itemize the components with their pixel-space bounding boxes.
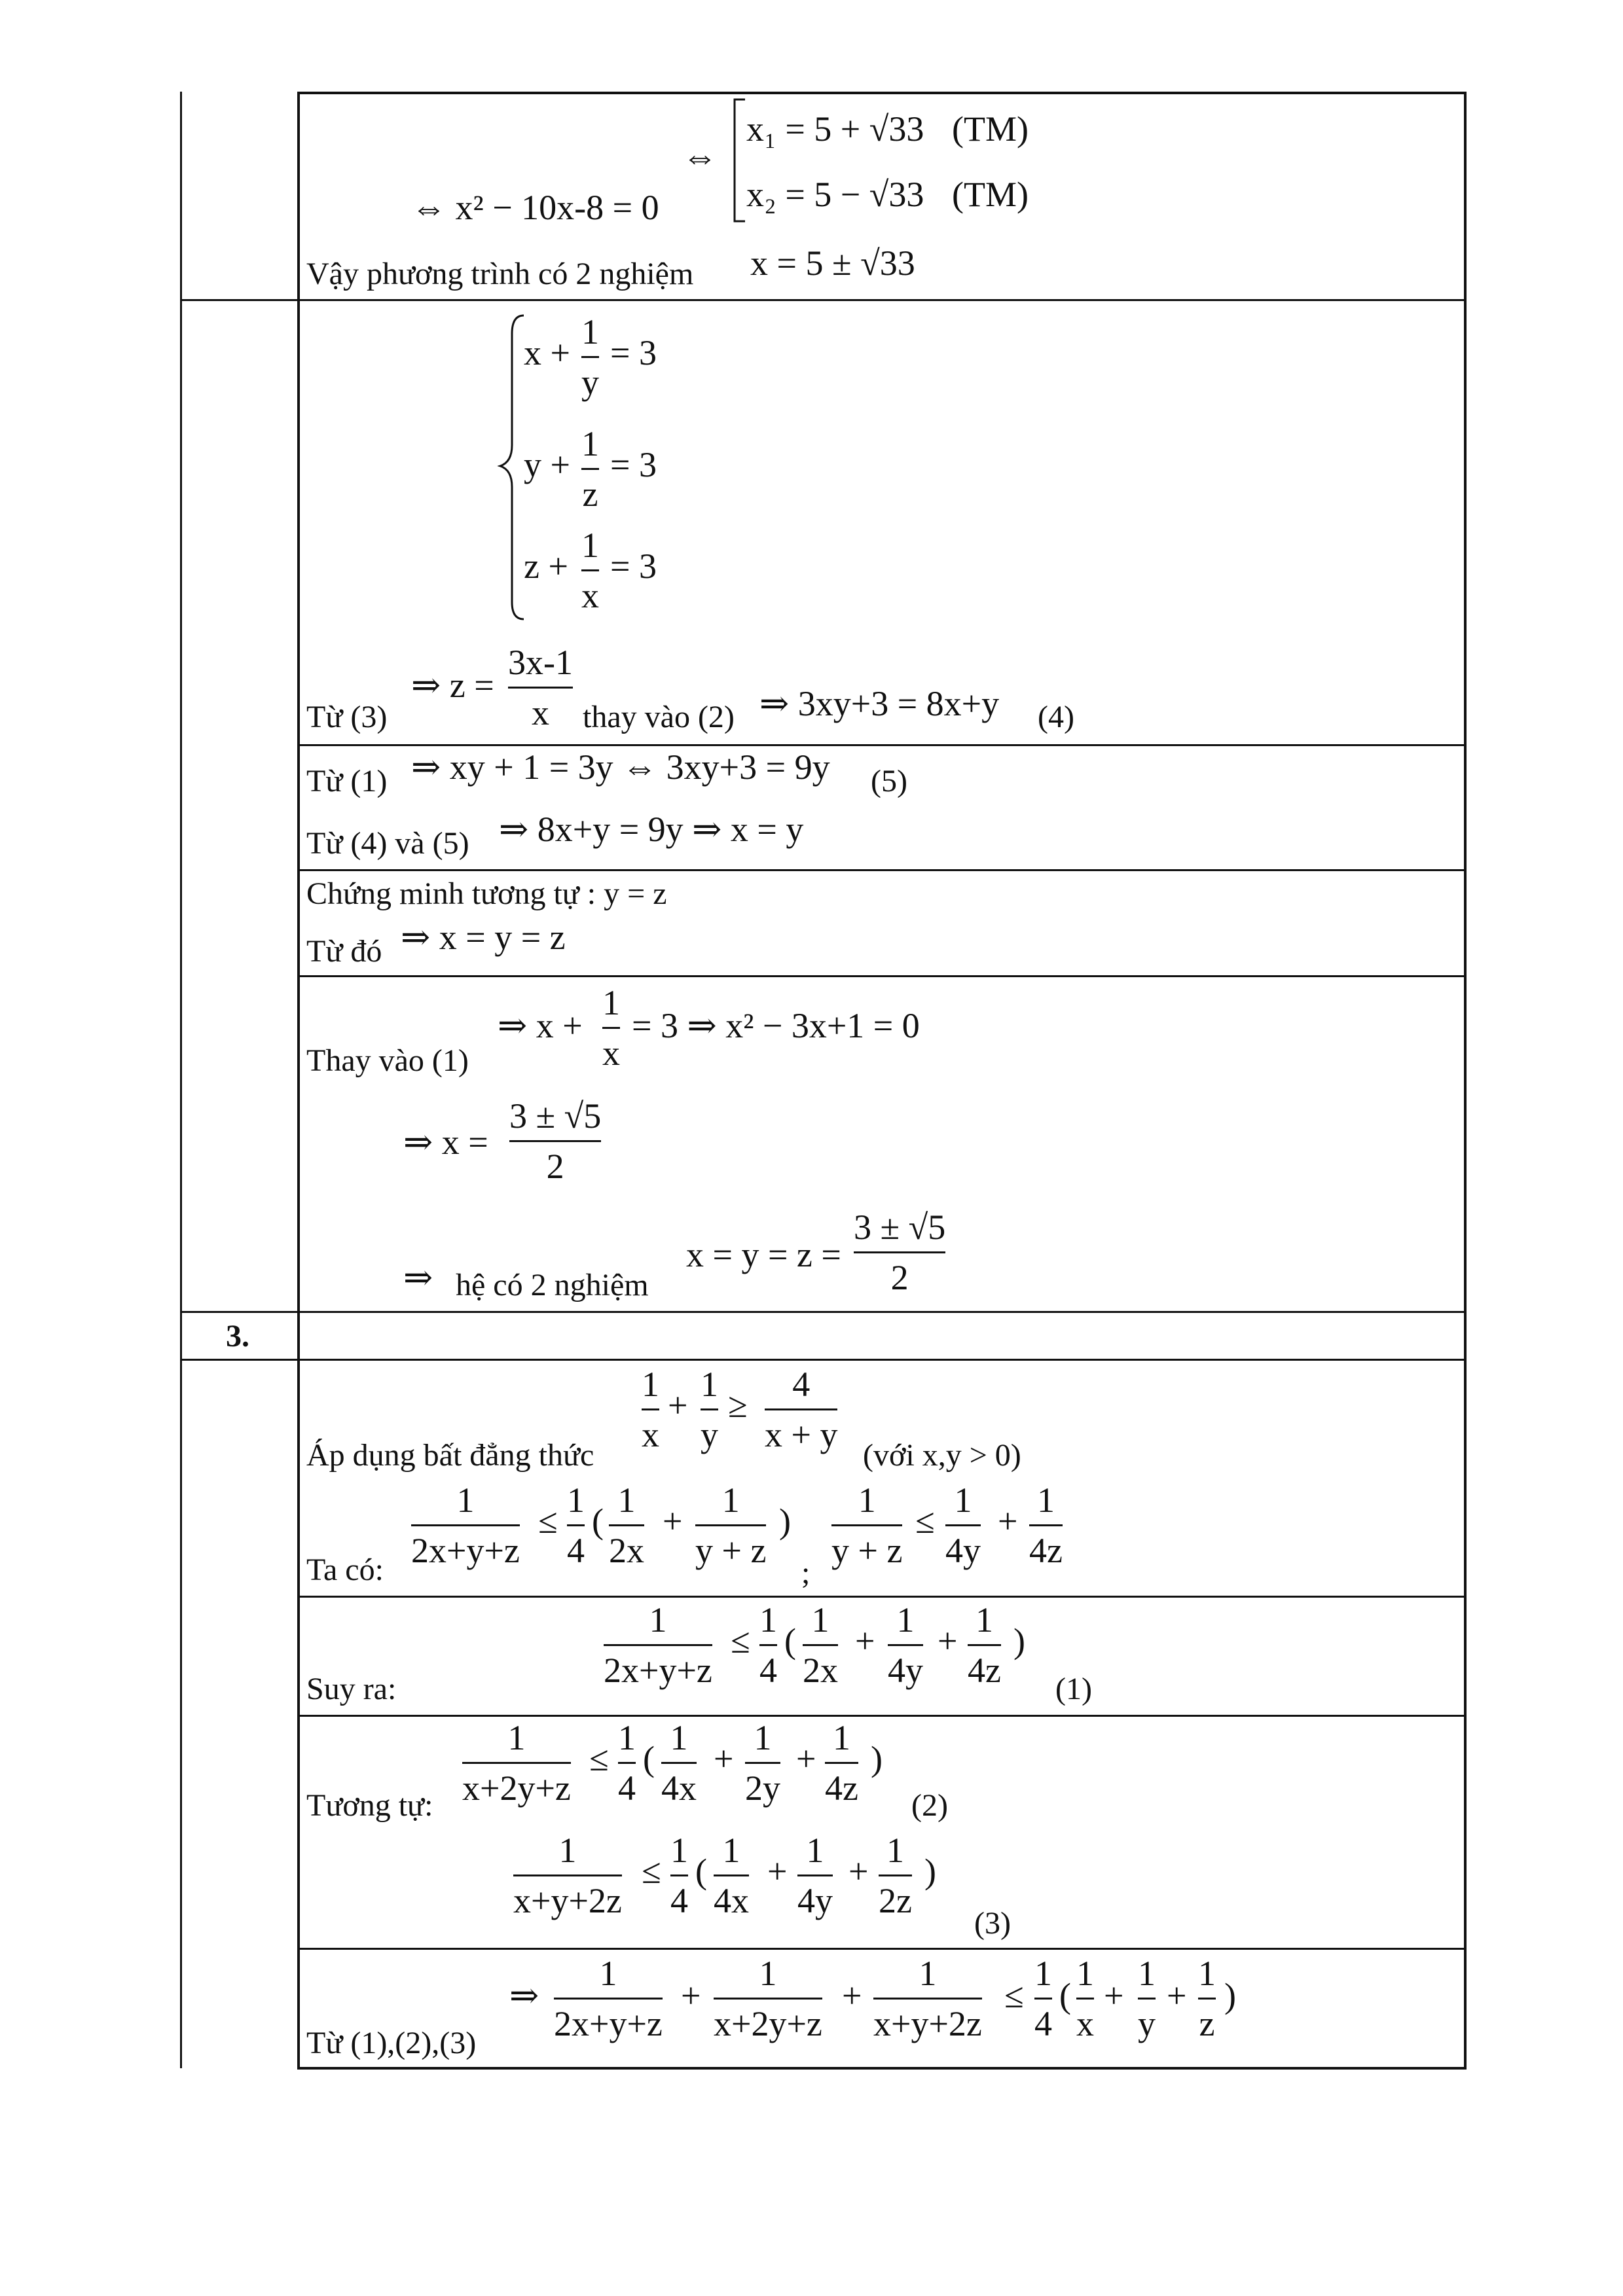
quadratic-equation: ⇔ x² − 10x-8 = 0 [411, 188, 659, 227]
ineq-frac-1y: 1 y [701, 1365, 718, 1454]
taco2-plus: + [998, 1501, 1018, 1541]
r8b-frac-4y: 1 4y [797, 1831, 833, 1920]
conclusion-math: x = 5 ± √33 [750, 243, 915, 283]
from-eq4-5-math: ⇒ 8x+y = 9y ⇒ x = y [499, 810, 804, 849]
system-eq-2-rhs: = 3 [610, 445, 657, 484]
substitute-eq1-lhs: ⇒ x + [498, 1006, 583, 1045]
substitution-result: ⇒ 3xy+3 = 8x+y [759, 684, 1000, 723]
eq-tag-3: (3) [974, 1906, 1011, 1941]
taco2-frac-4z: 1 4z [1029, 1480, 1063, 1570]
r9-frac-z: 1 z [1198, 1954, 1216, 2043]
r8a-paren-close: ) [871, 1739, 883, 1778]
r7-plus-1: + [855, 1621, 875, 1660]
taco-frac-2x: 1 2x [609, 1480, 644, 1570]
system-eq-2-fraction: 1 z [581, 424, 599, 514]
r9-frac-c: 1 x+y+2z [873, 1954, 982, 2043]
r7-frac-4y: 1 4y [888, 1600, 923, 1690]
equivalence-symbol: ⇔ [682, 137, 718, 176]
apply-inequality-text: Áp dụng bất đẳng thức [306, 1438, 594, 1473]
taco-frac-lhs: 1 2x+y+z [411, 1480, 520, 1570]
taco-paren-open: ( [592, 1501, 604, 1541]
x-solution-lhs: ⇒ x = [403, 1122, 488, 1162]
r8b-plus-2: + [848, 1852, 869, 1891]
from-1-2-3-label: Từ (1),(2),(3) [306, 2026, 477, 2060]
ineq-frac-1x: 1 x [642, 1365, 659, 1454]
system-eq-3-lhs: z + [524, 547, 568, 586]
r8b-frac-4x: 1 4x [714, 1831, 749, 1920]
r8a-frac-4z: 1 4z [825, 1718, 858, 1808]
r9-plus-1: + [681, 1976, 701, 2015]
r7-paren-close: ) [1013, 1621, 1025, 1660]
r8b-frac-quarter: 1 4 [670, 1831, 688, 1920]
r9-leq: ≤ [1004, 1976, 1024, 2015]
r9-frac-b: 1 x+2y+z [714, 1954, 822, 2043]
substitute-label: thay vào (2) [583, 700, 735, 734]
system-eq-3-rhs: = 3 [610, 547, 657, 586]
r8b-frac-2z: 1 2z [879, 1831, 912, 1920]
taco-paren-close: ) [779, 1501, 791, 1541]
taco2-frac-4y: 1 4y [945, 1480, 981, 1570]
substitute-eq1-label: Thay vào (1) [306, 1043, 469, 1078]
r9-frac-y: 1 y [1138, 1954, 1156, 2043]
r9-paren-close: ) [1224, 1976, 1236, 2015]
eq-tag-2: (2) [911, 1788, 948, 1823]
we-have-label: Ta có: [306, 1552, 384, 1587]
taco-frac-yz: 1 y + z [695, 1480, 767, 1570]
eq-tag-5: (5) [871, 764, 907, 798]
ineq-frac-4xy: 4 x + y [765, 1365, 838, 1454]
r7-frac-quarter: 1 4 [759, 1600, 777, 1690]
system-eq-2-lhs: y + [524, 445, 570, 484]
semicolon: ; [801, 1556, 811, 1590]
r8b-plus-1: + [767, 1852, 788, 1891]
z-fraction: 3x-1 x [508, 643, 573, 732]
taco-plus: + [663, 1501, 683, 1541]
similarly-label: Tương tự: [306, 1788, 433, 1823]
system-eq-1-rhs: = 3 [610, 333, 657, 372]
r9-implies: ⇒ [509, 1976, 539, 2015]
similar-proof-line: Chứng minh tương tự : y = z [306, 876, 667, 911]
hence-label: Từ đó [306, 934, 382, 969]
r9-frac-x: 1 x [1076, 1954, 1094, 2043]
taco2-frac-lhs: 1 y + z [831, 1480, 903, 1570]
r7-plus-2: + [938, 1621, 958, 1660]
r8a-frac-quarter: 1 4 [618, 1718, 636, 1808]
therefore-label: Suy ra: [306, 1672, 397, 1706]
roots-bracket [735, 99, 745, 221]
root-x1: x₁ = 5 + √33 [746, 109, 924, 149]
eq-tag-1: (1) [1055, 1672, 1092, 1706]
from-eq1-label: Từ (1) [306, 764, 388, 798]
taco-leq: ≤ [538, 1501, 558, 1541]
r8a-frac-lhs: 1 x+2y+z [462, 1718, 571, 1808]
r7-frac-4z: 1 4z [968, 1600, 1001, 1690]
root-x2: x₂ = 5 − √33 [746, 175, 924, 214]
r8a-plus-2: + [796, 1739, 816, 1778]
r9-plus-3: + [1104, 1976, 1124, 2015]
system-brace [500, 315, 524, 619]
from-eq4-5-label: Từ (4) và (5) [306, 826, 469, 861]
r9-frac-a: 1 2x+y+z [554, 1954, 663, 2043]
substitute-eq1-fraction: 1 x [602, 983, 620, 1073]
root-x2-tag: (TM) [952, 175, 1029, 214]
from-eq3-label: Từ (3) [306, 700, 388, 734]
r8b-paren-open: ( [695, 1852, 707, 1891]
ineq-plus: + [668, 1386, 688, 1425]
r9-plus-2: + [842, 1976, 862, 2015]
system-conclusion-text: hệ có 2 nghiệm [456, 1268, 649, 1302]
inequality-condition: (với x,y > 0) [863, 1438, 1021, 1473]
r8a-leq: ≤ [589, 1739, 609, 1778]
r8a-plus-1: + [714, 1739, 734, 1778]
r8b-frac-lhs: 1 x+y+2z [513, 1831, 622, 1920]
taco2-leq: ≤ [915, 1501, 935, 1541]
x-solution-fraction: 3 ± √5 2 [509, 1096, 602, 1186]
system-eq-1-fraction: 1 y [581, 312, 599, 402]
r9-plus-4: + [1167, 1976, 1187, 2015]
r9-paren-open: ( [1059, 1976, 1071, 2015]
r8b-paren-close: ) [924, 1852, 936, 1891]
r8a-frac-2y: 1 2y [745, 1718, 780, 1808]
hence-math: ⇒ x = y = z [401, 918, 566, 957]
section-number: 3. [226, 1319, 249, 1354]
root-x1-tag: (TM) [952, 109, 1029, 149]
r7-frac-2x: 1 2x [803, 1600, 838, 1690]
r7-leq: ≤ [731, 1621, 750, 1660]
system-conclusion-arrow: ⇒ [403, 1258, 433, 1297]
conclusion-text: Vậy phương trình có 2 nghiệm [306, 257, 694, 291]
system-eq-3-fraction: 1 x [581, 526, 599, 615]
r7-paren-open: ( [784, 1621, 796, 1660]
taco-frac-quarter: 1 4 [567, 1480, 585, 1570]
from-eq1-math: ⇒ xy + 1 = 3y ⇔ 3xy+3 = 9y [411, 747, 830, 787]
z-equals: ⇒ z = [411, 666, 494, 705]
system-eq-1-lhs: x + [524, 333, 570, 372]
eq-tag-4: (4) [1038, 700, 1074, 734]
system-conclusion-fraction: 3 ± √5 2 [854, 1208, 946, 1297]
r7-frac-lhs: 1 2x+y+z [604, 1600, 712, 1690]
system-conclusion-eq: x = y = z = [686, 1235, 841, 1274]
r8a-frac-4x: 1 4x [661, 1718, 697, 1808]
ineq-geq: ≥ [728, 1386, 748, 1425]
r9-frac-quarter: 1 4 [1034, 1954, 1052, 2043]
r8a-paren-open: ( [643, 1739, 655, 1778]
r8b-leq: ≤ [642, 1852, 661, 1891]
substitute-eq1-rhs: = 3 ⇒ x² − 3x+1 = 0 [632, 1006, 920, 1045]
